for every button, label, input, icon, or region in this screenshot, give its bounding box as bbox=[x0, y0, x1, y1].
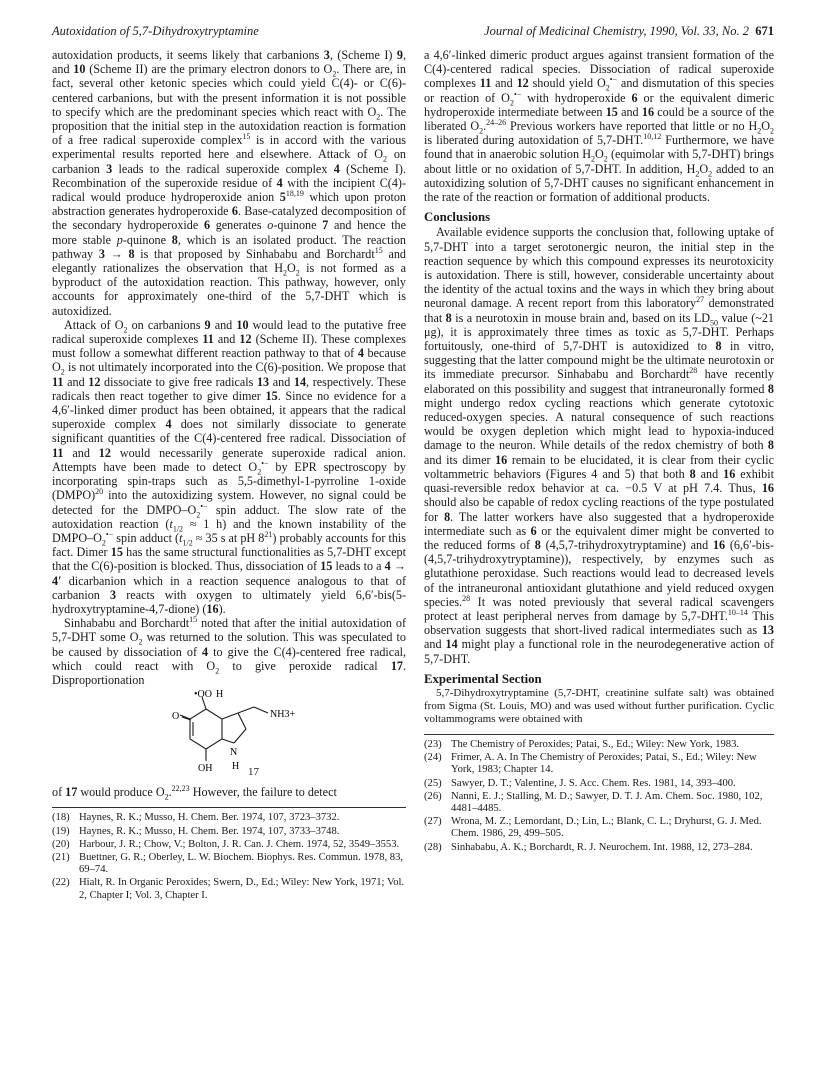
nh-label: H bbox=[232, 761, 240, 773]
paragraph: autoxidation products, it seems likely that carbanions 3, (Scheme I) 9, and 10 (Scheme II) are the primary electron donors to $O_2$. There are, in fact, several other ketonic species which could yield C(4)- or C(6)-centered carbanions, but with the present information it is not possible to specify which are the predominant species which react with $O_2$. The proposition that the initial step in the autoxidation reaction is formation of a free radical superoxide complex$^{15}$ is in accord with the various experimental results reported here and elsewhere. Attack of $O_2$ on carbanion 3 leads to the radical superoxide complex 4 (Scheme I). Recombination of the superoxide residue of 4 with the incipient C(4)-radical would produce hydroperoxide anion 5$^{18,19}$ which upon proton abstraction generates hydroperoxide 6. Base-catalyzed decomposition of the secondary hydroperoxide 6 generates o-quinone 7 and hence the more stable p-quinone 8, which is an isolated product. The reaction pathway 3 → 8 is that proposed by Sinhababu and Borchardt$^{15}$ and elegantly rationalizes the observation that $H_2O_2$ is not formed as a byproduct of the autoxidation reaction. This pathway, however, only accounts for approximately one-third of the 5,7-DHT which is autoxidized. bbox=[52, 48, 407, 318]
paragraph: Sinhababu and Borchardt$^{15}$ noted that after the initial autoxidation of 5,7-DHT some $O_2$ was returned to the solution. This was speculated to be caused by dissociation of 4 to give the C(4)-centered free radical, which could react with $O_2$ to give peroxide radical 17. Disproportionation bbox=[52, 615, 407, 687]
reference-item: (28) Sinhababu, A. K.; Borchardt, R. J. Neurochem. Int. 1988, 12, 273–284. bbox=[424, 841, 753, 853]
references-right bbox=[424, 739, 774, 854]
running-title: Autoxidation of 5,7-Dihydroxytryptamine bbox=[52, 24, 259, 38]
journal-citation bbox=[484, 24, 774, 39]
peroxyl-label: •OO bbox=[194, 689, 212, 701]
section-heading-conclusions: Conclusions bbox=[424, 210, 491, 225]
reference-item: (20) Harbour, J. R.; Chow, V.; Bolton, J. R. Can. J. Chem. 1974, 52, 3549–3553. bbox=[52, 838, 400, 850]
reference-item: (25) Sawyer, D. T.; Valentine, J. S. Acc. Chem. Res. 1981, 14, 393–400. bbox=[424, 777, 736, 789]
page-number: 671 bbox=[755, 24, 774, 38]
running-header bbox=[52, 24, 774, 40]
oxygen-label: O bbox=[172, 711, 180, 723]
journal-name: Journal of Medicinal Chemistry, 1990, Vol. 33, No. 2 bbox=[484, 24, 749, 38]
ring-n-label: N bbox=[230, 747, 238, 759]
reference-item: (19) Haynes, R. K.; Musso, H. Chem. Ber. 1974, 107, 3733–3748. bbox=[52, 825, 340, 837]
reference-item: (23) The Chemistry of Peroxides; Patai, S., Ed.; Wiley: New York, 1983. bbox=[424, 738, 740, 750]
compound-number: 17 bbox=[248, 766, 259, 779]
footnote-rule bbox=[52, 807, 406, 808]
paragraph: Available evidence supports the conclusion that, following uptake of 5,7-DHT into a target serotonergic neuron, the initial step in the reaction sequence by which this compound expresses its neurotoxicity is autoxidation. There is still, however, considerable uncertainty about the identity of the actual toxins and the ways in which they bring about neuronal damage. A recent report from this laboratory$^{27}$ demonstrated that 8 is a neurotoxin in mouse brain and, based on its $LD_{50}$ value (~21 μg), it is approximately three times as toxic as 5,7-DHT. Perhaps fortuitously, one-third of 5,7-DHT is autoxidized to 8 in vitro, suggesting that the latter compound might be the ultimate neurotoxin or its immediate precursor. Sinhababu and Borchardt$^{28}$ have recently elaborated on this possibility and suggest that intraneuronally formed 8 might undergo redox cycling reactions which generate cytotoxic reduced-oxygen species. A natural consequence of such reactions would be oxygen depletion which might lead to hypoxia-induced damage to the neuron. While details of the redox chemistry of both 8 and its dimer 16 remain to be elucidated, it is clear from their cyclic voltammetric behaviors (Figures 4 and 5) that both 8 and 16 exhibit quasi-reversible redox behavior at ca. −0.5 V at pH 7.4. Thus, 16 should also be capable of redox cycling reactions of the type postulated for 8. The latter workers have also suggested that a hydroperoxide intermediate such as 6 or the equivalent dimer might be converted to the reduced forms of 8 (4,5,7-trihydroxytryptamine) and 16 (6,6′-bis-(4,5,7-trihydroxytryptamine)), respectively, by enzymes such as glutathione peroxidase. Such reactions would lead to decreased levels of the intraneuronal antioxidant glutathione and yield reduced oxygen species.$^{28}$ It was noted previously that several radical scavengers protect at least peripheral nerves from damage by 5,7-DHT.$^{10-14}$ This observation suggests that short-lived radical intermediates such as 13 and 14 might play a functional role in the neurodegenerative action of 5,7-DHT. bbox=[424, 225, 775, 666]
reference-item: (22) Hialt, R. In Organic Peroxides; Swern, D., Ed.; Wiley: New York, 1971; Vol. 2, Chapter I; Vol. 3, Chapter I. bbox=[52, 877, 405, 901]
references-left bbox=[52, 812, 406, 901]
reference-item: (18) Haynes, R. K.; Musso, H. Chem. Ber. 1974, 107, 3723–3732. bbox=[52, 812, 340, 824]
right-column bbox=[424, 48, 774, 855]
oh-label: OH bbox=[198, 763, 213, 775]
reference-item: (26) Nanni, E. J.; Stalling, M. D.; Sawyer, D. T. J. Am. Chem. Soc. 1980, 102, 4481–4485. bbox=[424, 790, 763, 814]
amine-label: NH3+ bbox=[270, 709, 296, 721]
structure-figure bbox=[52, 689, 406, 785]
paragraph: a 4,6′-linked dimeric product argues against transient formation of the C(4)-centered radical species. Dissociation of radical superoxide complexes 11 and 12 should yield $O_2^{•-}$ and dismutation of this species or reaction of $O_2^{•-}$ with hydroperoxide 6 or the equivalent dimeric hydroperoxide intermediate between 15 and 16 could be a source of the liberated $O_2.^{24-26}$ Previous workers have reported that little or no $H_2O_2$ is liberated during autoxidation of 5,7-DHT.$^{10,12}$ Furthermore, we have found that in anaerobic solution $H_2O_2$ (equimolar with 5,7-DHT) brings about little or no oxidation of 5,7-DHT. In addition, $H_2O_2$ added to an autoxidizing solution of 5,7-DHT causes no significant enhancement in the rate of the reaction or formation of additional products. bbox=[424, 48, 775, 205]
reference-item: (27) Wrona, M. Z.; Lemordant, D.; Lin, L.; Blank, C. L.; Dryhurst, G. J. Med. Chem. 1986, 29, 499–505. bbox=[424, 816, 762, 840]
reference-item: (21) Buettner, G. R.; Oberley, L. W. Biochem. Biophys. Res. Commun. 1978, 83, 69–74. bbox=[52, 851, 404, 876]
compound-17-structure bbox=[172, 689, 302, 783]
paragraph: Attack of $O_2$ on carbanions 9 and 10 would lead to the putative free radical superoxide complexes 11 and 12 (Scheme II). These complexes must follow a somewhat different reaction pathway to that of 4 because $O_2$ is not ultimately incorporated into the C(6)-position. We propose that 11 and 12 dissociate to give free radicals 13 and 14, respectively. These radicals then react together to give dimer 15. Since no evidence for a 4,6′-linked dimer product has been obtained, it appears that the radical superoxide complex 4 does not similarly dissociate to generate significant quantities of the C(4)-centered free radical. Dissociation of 11 and 12 would necessarily generate superoxide radical anion. Attempts have been made to detect $O_2^{•-}$ by EPR spectroscopy by incorporating spin-traps such as 5,5-dimethyl-1-pyrroline 1-oxide (DMPO)$^{20}$ into the autoxidizing system. However, no signal could be detected for the DMPO–$O_2^{•-}$ spin adduct. The slow rate of the autoxidation reaction ($t_{1/2} \approx 1$ h) and the known instability of the DMPO–$O_2^{•-}$ spin adduct ($t_{1/2} \approx 35$ s at pH $8^{21}$) probably accounts for this fact. Dimer 15 has the same structural functionalities as 5,7-DHT except that the C(6)-position is blocked. Thus, dissociation of 15 leads to a 4 → 4′ dicarbanion which in a reaction sequence analogous to that of carbanion 3 reacts with oxygen to ultimately yield 6,6′-bis(5-hydroxytryptamine-4,7-dione) (16). bbox=[52, 317, 406, 616]
paragraph: of 17 would produce $O_2.^{22,23}$ However, the failure to detect bbox=[52, 784, 337, 802]
section-heading-experimental: Experimental Section bbox=[424, 671, 542, 686]
h-label: H bbox=[216, 689, 224, 701]
footnote-rule bbox=[424, 734, 774, 735]
reference-item: (24) Frimer, A. A. In The Chemistry of Peroxides; Patai, S., Ed.; Wiley: New York, 1983; Chapter 14. bbox=[424, 752, 757, 776]
paragraph: 5,7-Dihydroxytryptamine (5,7-DHT, creatinine sulfate salt) was obtained from Sigma (St. Louis, MO) and was used without further purification. Cyclic voltammograms were obtained with bbox=[424, 686, 774, 725]
left-column bbox=[52, 48, 406, 903]
